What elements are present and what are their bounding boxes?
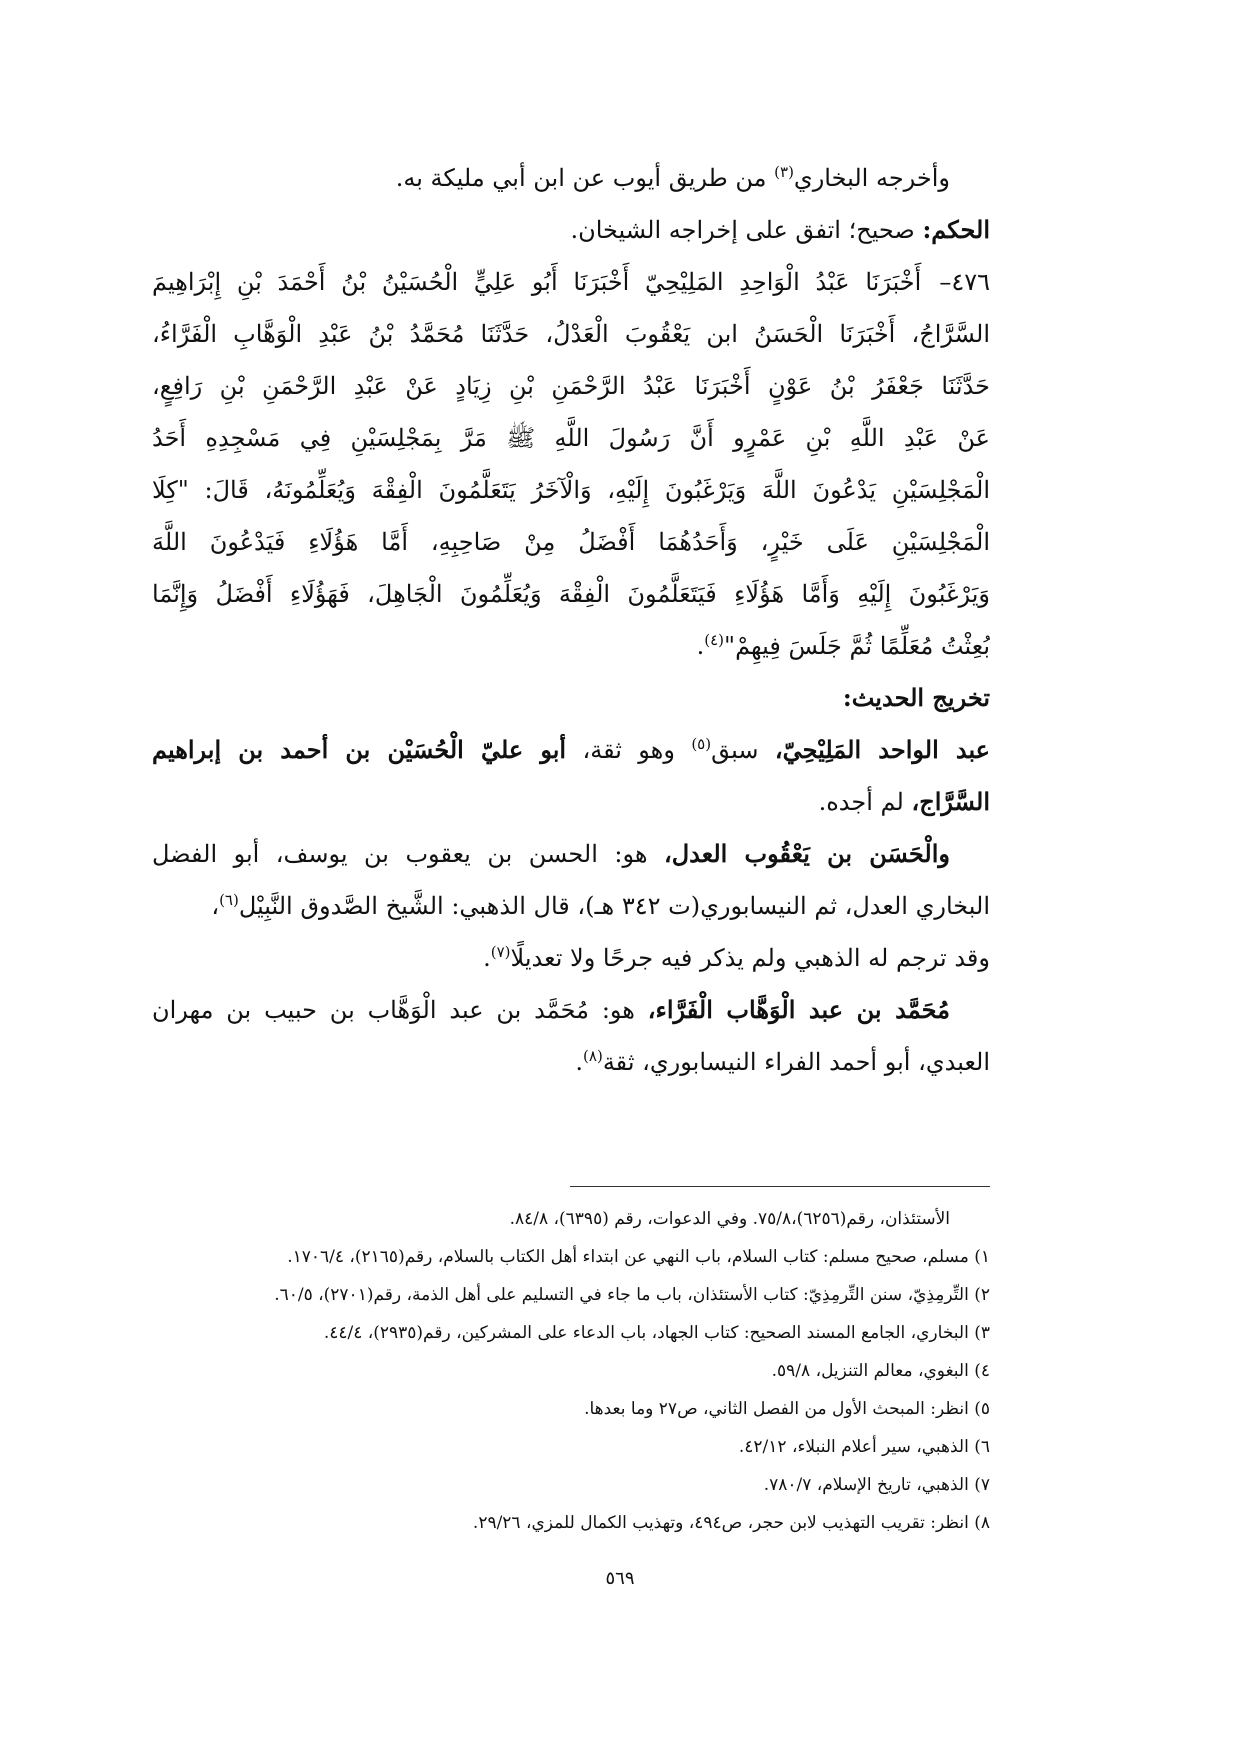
narrator-name-hasan: والْحَسَن بن يَعْقُوب العدل، bbox=[663, 839, 950, 868]
footnote-ref-3[interactable]: (٣) bbox=[774, 163, 794, 181]
hadith-line-5 bbox=[152, 464, 990, 516]
p1-text: وأخرجه البخاري bbox=[793, 164, 950, 192]
hadith-line-8 bbox=[152, 620, 990, 672]
hadith-text-3: حَدَّثَنَا جَعْفَرُ بْنُ عَوْنٍ أَخْبَرَنَا عَبْدُ الرَّحْمَنِ بْنِ زِيَادٍ عَنْ عَبْدِ الرَّحْمَنِ بْنِ رَافِعٍ، bbox=[152, 372, 990, 400]
footnote-7: ٧) الذهبي، تاريخ الإسلام، ٧٨٠/٧. bbox=[763, 1475, 990, 1495]
narrator-2-text-3: وقد ترجم له الذهبي ولم يذكر فيه جرحًا ولا تعديلًا bbox=[510, 944, 990, 972]
narrator-2-line-1 bbox=[152, 828, 990, 880]
footnote-4: ٤) البغوي، معالم التنزيل، ٥٩/٨. bbox=[771, 1361, 990, 1381]
hadith-line-3 bbox=[152, 360, 990, 412]
narrator-2-text-3-end: . bbox=[483, 944, 491, 972]
footnote-6: ٦) الذهبي، سير أعلام النبلاء، ٤٢/١٢. bbox=[738, 1437, 990, 1457]
narrator-2-line-2 bbox=[152, 880, 990, 932]
narrator-1-text-2: وهو ثقة، bbox=[566, 736, 692, 764]
narrator-2-text-1: هو: الحسن بن يعقوب بن يوسف، أبو الفضل bbox=[152, 840, 664, 868]
footnote-ref-8[interactable]: (٨) bbox=[583, 1047, 603, 1065]
narrator-3-line-2 bbox=[152, 1036, 990, 1088]
hadith-line-4 bbox=[152, 412, 990, 464]
hadith-text-end: . bbox=[696, 632, 705, 660]
hadith-text-1: أَخْبَرَنَا عَبْدُ الْوَاحِدِ المَلِيْحِيّ أَخْبَرَنَا أَبُو عَلِيٍّ الْحُسَيْنُ بْنُ أَحْمَدَ بْنِ إِبْرَاهِيمَ bbox=[152, 268, 922, 296]
main-text bbox=[152, 152, 990, 1088]
narrator-1-line-1 bbox=[152, 724, 990, 776]
narrator-name-husayn: أبو عليّ الْحُسَيْن بن أحمد بن إبراهيم bbox=[152, 735, 567, 764]
narrator-2-text-2-end: ، bbox=[211, 892, 220, 920]
narrator-1-line-2 bbox=[152, 776, 990, 828]
narrator-3-line-1 bbox=[152, 984, 990, 1036]
p1-rest: من طريق أيوب عن ابن أبي مليكة به. bbox=[395, 164, 775, 192]
footnote-ref-6[interactable]: (٦) bbox=[219, 891, 239, 909]
paragraph-ruling bbox=[152, 204, 990, 256]
narrator-1-text-1: سبق bbox=[711, 736, 775, 764]
section-heading: تخريج الحديث: bbox=[842, 683, 990, 712]
narrator-1-text-3: لم أجده. bbox=[818, 788, 912, 816]
hadith-text-5: الْمَجْلِسَيْنِ يَدْعُونَ اللَّهَ وَيَرْغَبُونَ إِلَيْهِ، وَالْآخَرُ يَتَعَلَّمُونَ الْفِقْهَ وَيُعَلِّمُونَهُ، قَالَ: "كِلَا bbox=[152, 476, 990, 504]
footnotes bbox=[152, 1200, 990, 1542]
hadith-line-6 bbox=[152, 516, 990, 568]
hadith-line-7 bbox=[152, 568, 990, 620]
footnote-ref-7[interactable]: (٧) bbox=[490, 943, 511, 961]
narrator-3-text-2: العبدي، أبو أحمد الفراء النيسابوري، ثقة bbox=[602, 1048, 990, 1076]
footnote-continued: الأستئذان، رقم(٦٢٥٦)،٧٥/٨. وفي الدعوات، رقم (٦٣٩٥)، ٨٤/٨. bbox=[509, 1209, 950, 1229]
page-number: ٥٦٩ bbox=[605, 1568, 635, 1589]
footnote-3: ٣) البخاري، الجامع المسند الصحيح: كتاب الجهاد، باب الدعاء على المشركين، رقم(٢٩٣٥)، ٤٤/٤. bbox=[323, 1323, 990, 1343]
narrator-name-maliihi: عبد الواحد المَلِيْحِيّ، bbox=[774, 735, 990, 764]
narrator-name-sarraj: السَّرَّاج، bbox=[911, 787, 990, 816]
narrator-2-text-2: البخاري العدل، ثم النيسابوري(ت ٣٤٢ هـ)، قال الذهبي: الشَّيخ الصَّدوق النَّبِيْل bbox=[238, 892, 990, 920]
hadith-text-2: السَّرَّاجُ، أَخْبَرَنَا الْحَسَنُ ابن يَعْقُوبَ الْعَدْلُ، حَدَّثَنَا مُحَمَّدُ بْنُ عَبْدِ الْوَهَّابِ الْفَرَّاءُ، bbox=[152, 320, 990, 348]
footnote-1: ١) مسلم، صحيح مسلم: كتاب السلام، باب النهي عن ابتداء أهل الكتاب بالسلام، رقم(٢١٦٥)، ١٧٠٦/٤. bbox=[287, 1247, 990, 1267]
footnote-2: ٢) التِّرمِذِيّ، سنن التِّرمِذِيّ: كتاب الأستئذان، باب ما جاء في التسليم على أهل الذمة، رقم(٢٧٠١)، ٦٠/٥. bbox=[274, 1285, 990, 1305]
footnote-divider bbox=[570, 1186, 990, 1187]
hadith-text-6: الْمَجْلِسَيْنِ عَلَى خَيْرٍ، وَأَحَدُهُمَا أَفْضَلُ مِنْ صَاحِبِهِ، أَمَّا هَؤُلَاءِ فَيَدْعُونَ اللَّهَ bbox=[152, 528, 990, 556]
footnote-ref-5[interactable]: (٥) bbox=[691, 735, 712, 753]
hadith-line-1 bbox=[152, 256, 990, 308]
hadith-number: ٤٧٦– bbox=[939, 268, 990, 296]
hadith-text-8: بُعِثْتُ مُعَلِّمًا ثُمَّ جَلَسَ فِيهِمْ" bbox=[724, 632, 990, 660]
paragraph-bukhari bbox=[152, 152, 990, 204]
footnote-ref-4[interactable]: (٤) bbox=[704, 631, 725, 649]
narrator-2-line-3 bbox=[152, 932, 990, 984]
narrator-name-farra: مُحَمَّد بن عبد الْوَهَّاب الْفَرَّاء، bbox=[647, 995, 950, 1024]
hadith-text-7: وَيَرْغَبُونَ إِلَيْهِ وَأَمَّا هَؤُلَاءِ فَيَتَعَلَّمُونَ الْفِقْهَ وَيُعَلِّمُونَ الْجَاهِلَ، فَهَؤُلَاءِ أَفْضَلُ وَإِنَّمَا bbox=[152, 580, 990, 608]
hadith-line-2 bbox=[152, 308, 990, 360]
footnote-5: ٥) انظر: المبحث الأول من الفصل الثاني، ص٢٧ وما بعدها. bbox=[584, 1399, 990, 1419]
ruling-label: الحكم: bbox=[922, 215, 990, 244]
narrator-3-text-1: هو: مُحَمَّد بن عبد الْوَهَّاب بن حبيب بن مهران bbox=[152, 996, 648, 1024]
ruling-text: صحيح؛ اتفق على إخراجه الشيخان. bbox=[570, 216, 923, 244]
footnote-8: ٨) انظر: تقريب التهذيب لابن حجر، ص٤٩٤، وتهذيب الكمال للمزي، ٢٩/٢٦. bbox=[472, 1513, 990, 1533]
hadith-text-4: عَنْ عَبْدِ اللَّهِ بْنِ عَمْرٍو أَنَّ رَسُولَ اللَّهِ ﷺ مَرَّ بِمَجْلِسَيْنِ فِي مَسْجِدِهِ أَحَدُ bbox=[152, 424, 990, 452]
narrator-3-text-end: . bbox=[575, 1048, 584, 1076]
